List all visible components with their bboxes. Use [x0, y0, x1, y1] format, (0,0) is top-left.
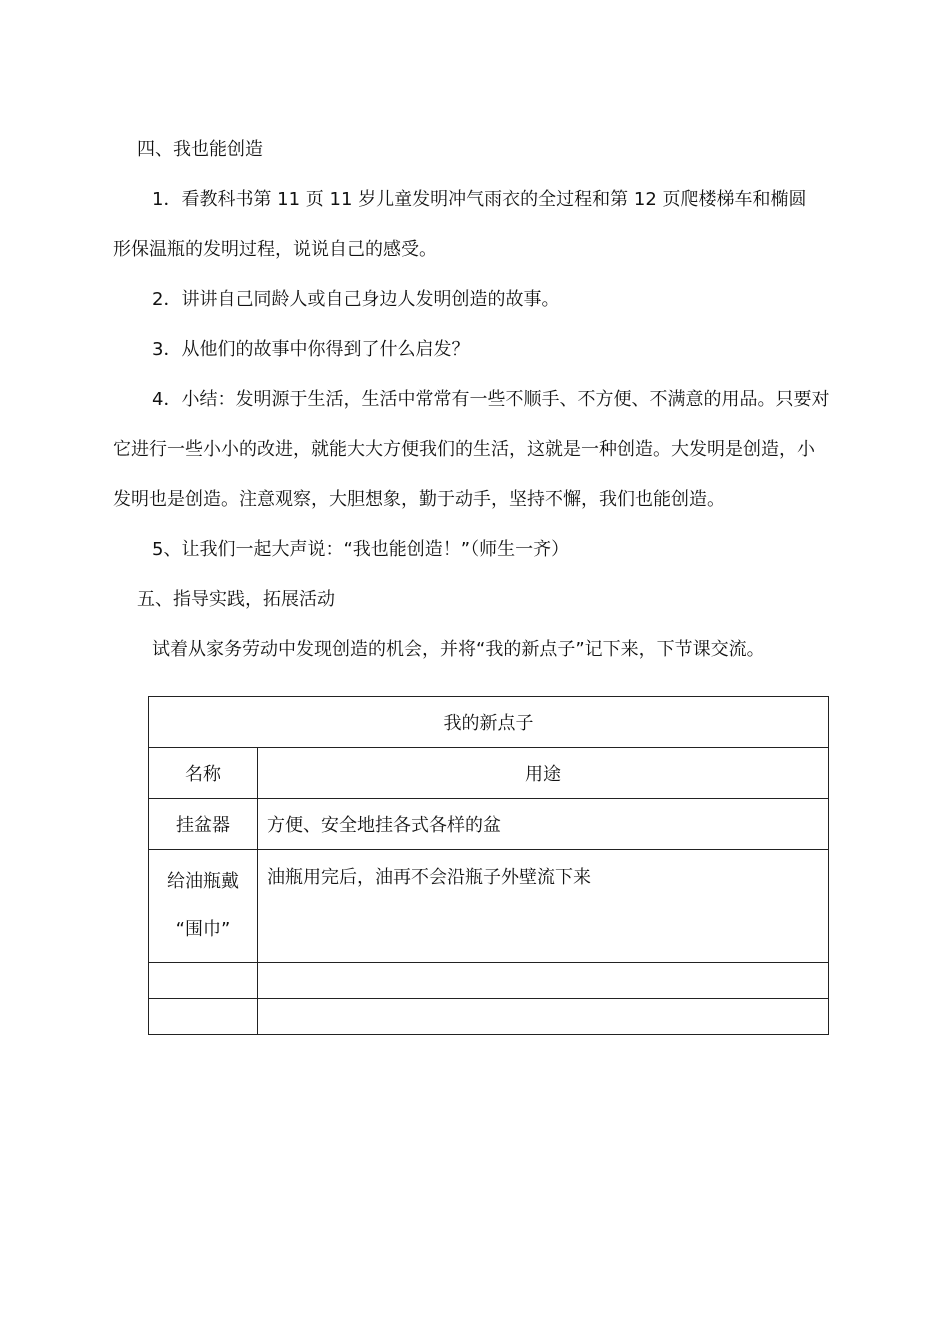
empty-cell [149, 999, 258, 1035]
row-1-name: 挂盆器 [149, 799, 258, 850]
new-ideas-table [148, 696, 829, 1035]
section-heading-5: 五、指导实践，拓展活动 [137, 589, 335, 610]
paragraph-5: 5、让我们一起大声说：“我也能创造！”（师生一齐） [152, 539, 570, 560]
paragraph-2: 2．讲讲自己同龄人或自己身边人发明创造的故事。 [152, 289, 560, 310]
header-name: 名称 [149, 748, 258, 799]
paragraph-3: 3．从他们的故事中你得到了什么启发？ [152, 339, 470, 360]
empty-cell [258, 963, 829, 999]
paragraph-6: 试着从家务劳动中发现创造的机会，并将“我的新点子”记下来，下节课交流。 [152, 639, 765, 660]
paragraph-4-line-2: 它进行一些小小的改进，就能大大方便我们的生活，这就是一种创造。大发明是创造，小 [113, 439, 815, 460]
row-2-name-line-1: 给油瓶戴 [167, 871, 239, 892]
table-row-empty [149, 999, 829, 1035]
paragraph-1-line-1: 1．看教科书第 11 页 11 岁儿童发明冲气雨衣的全过程和第 12 页爬楼梯车和椭圆 [152, 189, 807, 210]
row-2-name-line-2: “围巾” [175, 919, 231, 940]
empty-cell [258, 999, 829, 1035]
table-row [149, 799, 829, 850]
empty-cell [149, 963, 258, 999]
table-caption: 我的新点子 [149, 697, 829, 748]
section-heading-4: 四、我也能创造 [137, 139, 263, 160]
table-row [149, 850, 829, 963]
table-row-empty [149, 963, 829, 999]
row-1-use: 方便、安全地挂各式各样的盆 [258, 799, 829, 850]
paragraph-4-line-3: 发明也是创造。注意观察，大胆想象，勤于动手，坚持不懈，我们也能创造。 [113, 489, 725, 510]
paragraph-1-line-2: 形保温瓶的发明过程，说说自己的感受。 [113, 239, 437, 260]
header-use: 用途 [258, 748, 829, 799]
paragraph-4-line-1: 4．小结：发明源于生活，生活中常常有一些不顺手、不方便、不满意的用品。只要对 [152, 389, 830, 410]
row-2-name [149, 850, 258, 963]
row-2-use: 油瓶用完后，油再不会沿瓶子外壁流下来 [258, 850, 829, 963]
